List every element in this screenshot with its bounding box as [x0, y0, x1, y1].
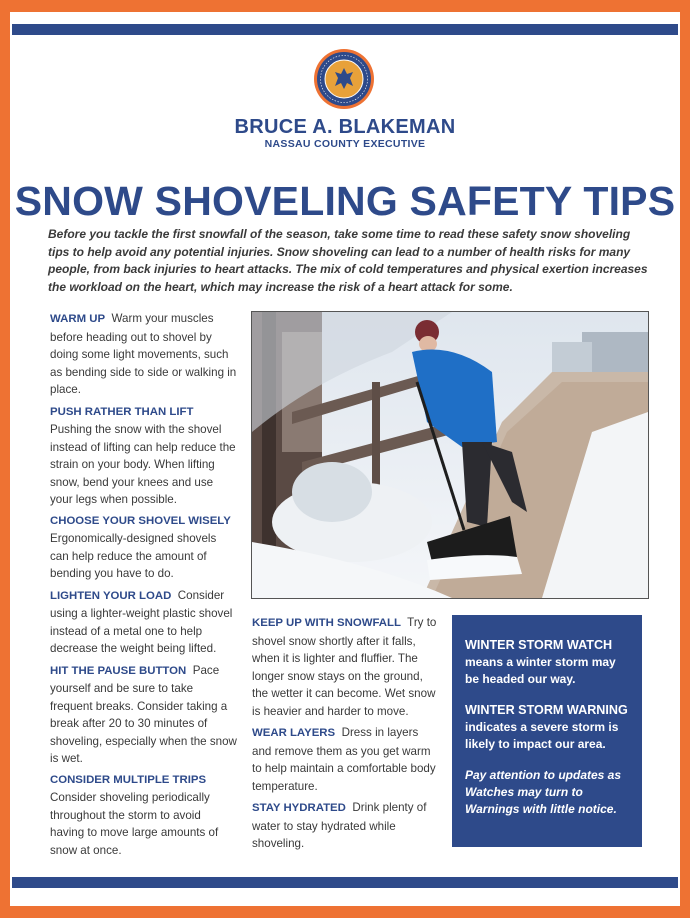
storm-callout-box: [452, 615, 642, 847]
tip-body: Consider using a lighter-weight plastic shovel instead of a metal one to help decrease the weight being lifted.: [50, 588, 233, 655]
storm-warning-heading: WINTER STORM WARNING: [465, 703, 628, 717]
tip-body: Pace yourself and be sure to take frequent breaks. Consider taking a break after 20 to 30 minutes of shoveling, especially when the snow is wet.: [50, 663, 237, 765]
storm-watch-body: means a winter storm may be headed our way.: [465, 655, 616, 686]
tip-warm-up: [50, 310, 238, 399]
tip-body: Consider shoveling periodically throughout the storm to avoid having to move large amounts of snow at once.: [50, 791, 219, 857]
tip-body: Drink plenty of water to stay hydrated while shoveling.: [252, 801, 427, 850]
storm-warning: [465, 702, 630, 753]
storm-watch-heading: WINTER STORM WATCH: [465, 638, 613, 652]
top-blue-bar: [12, 24, 678, 35]
nassau-county-seal-icon: [313, 48, 375, 110]
tip-heading: HIT THE PAUSE BUTTON: [50, 664, 187, 677]
snow-shoveling-photo: [251, 311, 649, 599]
tip-body: Pushing the snow with the shovel instead of lifting can help reduce the strain on your body. When lifting snow, bend your knees and use your legs when possible.: [50, 423, 236, 506]
tip-multiple-trips: [50, 772, 238, 860]
tip-body: Ergonomically-designed shovels can help reduce the amount of bending you have to do.: [50, 532, 217, 580]
page-title: SNOW SHOVELING SAFETY TIPS: [14, 178, 676, 224]
executive-name: BRUCE A. BLAKEMAN: [234, 116, 456, 138]
tip-heading: WARM UP: [50, 313, 106, 325]
tip-heading: KEEP UP WITH SNOWFALL: [252, 617, 401, 629]
tips-middle-column: [252, 614, 440, 857]
tip-heading: CHOOSE YOUR SHOVEL WISELY: [50, 514, 231, 527]
tip-wear-layers: [252, 724, 440, 795]
tip-body: Dress in layers and remove them as you get warm to help maintain a comfortable body temperature.: [252, 726, 436, 793]
executive-title: NASSAU COUNTY EXECUTIVE: [264, 138, 426, 150]
storm-warning-body: indicates a severe storm is likely to impact our area.: [465, 720, 619, 751]
tip-choose-shovel: [50, 513, 238, 583]
tip-push-rather-than-lift: [50, 403, 238, 509]
tip-heading: PUSH RATHER THAN LIFT: [50, 405, 194, 418]
tip-heading: CONSIDER MULTIPLE TRIPS: [50, 773, 207, 786]
tip-body: Warm your muscles before heading out to shovel by doing some light movements, such as bending side to side or walking in place.: [50, 312, 237, 396]
tip-lighten-load: [50, 587, 238, 658]
tips-left-column: [50, 310, 238, 863]
tip-keep-up: [252, 614, 440, 720]
tip-heading: LIGHTEN YOUR LOAD: [50, 589, 172, 602]
tip-stay-hydrated: [252, 799, 440, 853]
tip-hit-pause: [50, 662, 238, 768]
tip-heading: STAY HYDRATED: [252, 802, 346, 814]
bottom-blue-bar: [12, 877, 678, 888]
storm-note: Pay attention to updates as Watches may turn to Warnings with little notice.: [465, 768, 622, 816]
tip-heading: WEAR LAYERS: [252, 727, 336, 739]
tip-body: Try to shovel snow shortly after it falls, when it is lighter and fluffier. The longer snow stays on the ground, the wetter it can become. Wet snow is heavier and harder to move.: [252, 616, 437, 718]
storm-watch: [465, 637, 630, 688]
intro-paragraph: Before you tackle the first snowfall of the season, take some time to read these safety snow shoveling tips to help avoid any potential injuries. Snow shoveling can lead to a number of health risks for many people, from back injuries to heart attacks. The mix of cold temperatures and physical exertion increases the workload on the heart, which may increase the risk of a heart attack for some.: [48, 227, 648, 294]
